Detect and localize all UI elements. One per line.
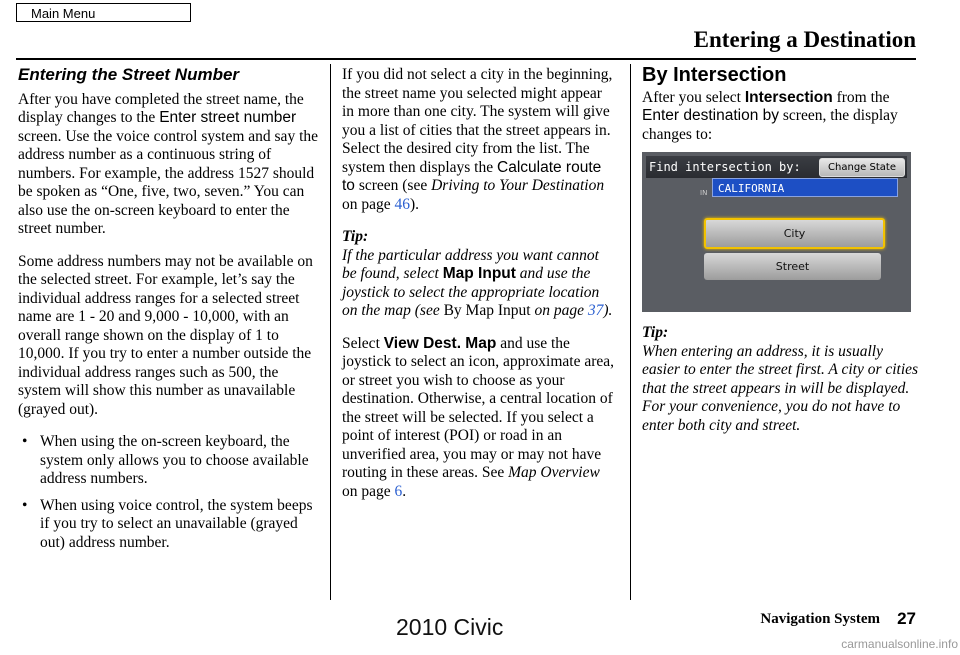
bullet-list <box>18 433 320 552</box>
page-link[interactable]: 37 <box>587 302 604 319</box>
column-street-number <box>18 66 320 560</box>
section-heading: By Intersection <box>642 64 787 86</box>
in-label: IN <box>700 189 708 197</box>
column-divider <box>630 64 631 600</box>
column-city-selection <box>342 66 617 515</box>
tip-text: When entering an address, it is usually easier to enter the street first. A city or cities that the street appears in will be displayed. For your convenience, you do not have to enter both city and street. <box>642 342 919 434</box>
column-divider <box>330 64 331 600</box>
section-heading: Entering the Street Number <box>18 65 240 84</box>
tip-label: Tip: <box>642 324 669 341</box>
page-header: Entering a Destination <box>693 27 916 52</box>
nav-screen-image <box>642 152 911 312</box>
footer-section: Navigation System <box>760 611 880 627</box>
column-intersection <box>642 66 924 449</box>
paragraph: After you have completed the street name, the display changes to the Enter street number screen. Use the voice control system and say the address number as a continuous string of numbers. For example, the address 1527 should be spoken as “One, five, two, seven.” You can also use the on-screen keyboard to enter the street number. <box>18 90 319 237</box>
paragraph: Some address numbers may not be available on the selected street. For example, let’s say the individual address ranges for a selected street name are 1 - 20 and 9,000 - 10,000, with an overall range shown on the display of 1 to 10,000. If you try to enter a number outside the individual address ranges such as 500, the system will show this number as unavailable (grayed out). <box>18 252 313 418</box>
paragraph: Select View Dest. Map and use the joystick to select an icon, approximate area, or street you wish to choose as your destination. Otherwise, a central location of the street will be selected. If you select a point of interest (POI) or road in an unverified area, you may or may not have routing in these areas. See Map Overview on page 6. <box>342 334 615 500</box>
change-state-button: Change State <box>819 158 905 177</box>
list-item: • When using the on-screen keyboard, the system only allows you to choose available address numbers. <box>22 433 309 487</box>
paragraph: After you select Intersection from the Enter destination by screen, the display changes to: <box>642 88 898 143</box>
tip-label: Tip: <box>342 228 369 245</box>
site-watermark: carmanualsonline.info <box>841 637 958 651</box>
state-field: CALIFORNIA <box>712 178 898 197</box>
page-link[interactable]: 6 <box>394 482 403 500</box>
tip-text: If the particular address you want cannot be found, select Map Input and use the joystick to select the appropriate location on the map (see By Map Input on page 37). <box>342 246 613 319</box>
header-divider <box>16 58 916 60</box>
page-link[interactable]: 46 <box>394 195 411 213</box>
page-number: 27 <box>897 609 916 628</box>
city-button: City <box>704 218 885 249</box>
screen-title: Find intersection by: <box>646 156 907 178</box>
paragraph: If you did not select a city in the beginning, the street name you selected might appear in more than one city. The system will give you a list of cities that the street appears in. Select the desired city from the list. The system then displays the Calculate route to screen (see Driving to Your Destination on page 46). <box>342 66 613 213</box>
model-watermark: 2010 Civic <box>396 614 504 640</box>
street-button: Street <box>704 253 881 280</box>
main-menu-button[interactable]: Main Menu <box>16 3 191 22</box>
list-item: • When using voice control, the system beeps if you try to select an unavailable (grayed out) address number. <box>22 496 313 551</box>
